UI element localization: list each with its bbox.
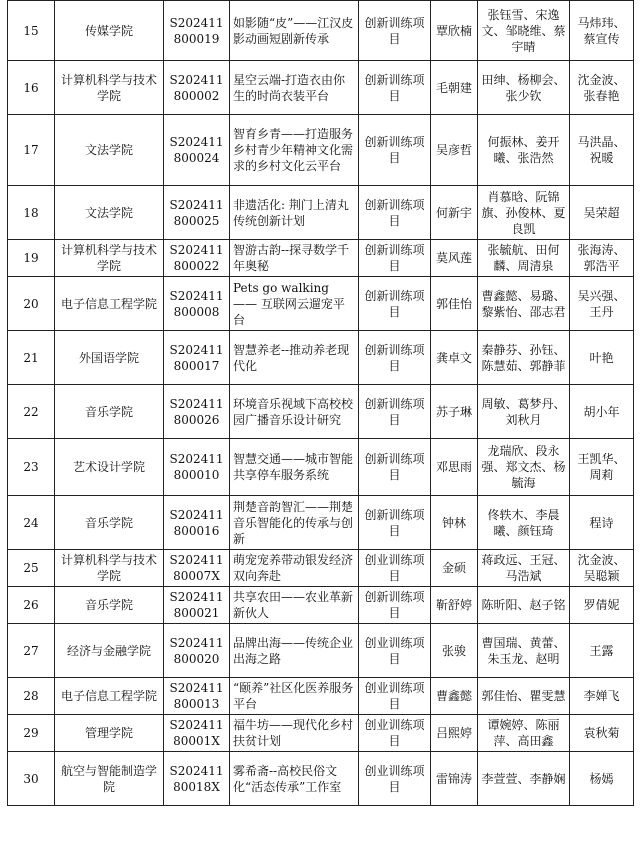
project-id-cell: S202411800026	[164, 385, 230, 439]
project-id-cell: S202411800020	[164, 624, 230, 678]
project-id-cell: S202411800024	[164, 115, 230, 186]
project-name-cell: 智慧养老--推动养老现代化	[230, 331, 359, 385]
college-cell: 管理学院	[55, 715, 164, 752]
project-id-cell: S202411800016	[164, 496, 230, 550]
college-cell: 音乐学院	[55, 496, 164, 550]
college-cell: 电子信息工程学院	[55, 678, 164, 715]
row-number: 15	[8, 1, 55, 61]
project-id-cell: S202411800010	[164, 439, 230, 496]
project-name-cell: 环境音乐视域下高校校园广播音乐设计研究	[230, 385, 359, 439]
members-cell: 佟轶木、李晨曦、颜钰琦	[478, 496, 570, 550]
college-cell: 传媒学院	[55, 1, 164, 61]
project-name-cell: 萌宠宠养带动银发经济双向奔赴	[230, 550, 359, 587]
members-cell: 蒋政远、王冠、马浩斌	[478, 550, 570, 587]
teacher-cell: 吴兴强、王丹	[570, 277, 634, 331]
project-id-cell: S202411800017	[164, 331, 230, 385]
project-id-cell: S20241180001X	[164, 715, 230, 752]
college-cell: 音乐学院	[55, 587, 164, 624]
members-cell: 田绅、杨柳会、张少钦	[478, 61, 570, 115]
project-name-cell: 星空云端-打造衣由你生的时尚衣装平台	[230, 61, 359, 115]
leader-cell: 金硕	[431, 550, 478, 587]
row-number: 19	[8, 240, 55, 277]
table-row	[8, 624, 634, 678]
project-id-cell: S202411800021	[164, 587, 230, 624]
teacher-cell: 吴荣超	[570, 186, 634, 240]
college-cell: 文法学院	[55, 186, 164, 240]
project-type-cell: 创新训练项目	[359, 385, 431, 439]
project-name-cell: 共享农田——农业革新新伙人	[230, 587, 359, 624]
project-name-cell: “颐养”社区化医养服务平台	[230, 678, 359, 715]
project-id-cell: S20241180007X	[164, 550, 230, 587]
project-type-cell: 创业训练项目	[359, 752, 431, 806]
teacher-cell: 杨嫣	[570, 752, 634, 806]
college-cell: 文法学院	[55, 115, 164, 186]
members-cell: 肖慕晗、阮锦旗、孙俊林、夏良凯	[478, 186, 570, 240]
college-cell: 计算机科学与技术学院	[55, 550, 164, 587]
table-row	[8, 186, 634, 240]
table-row	[8, 277, 634, 331]
teacher-cell: 罗倩妮	[570, 587, 634, 624]
project-id-cell: S202411800025	[164, 186, 230, 240]
teacher-cell: 袁秋菊	[570, 715, 634, 752]
college-cell: 电子信息工程学院	[55, 277, 164, 331]
row-number: 29	[8, 715, 55, 752]
table-row	[8, 331, 634, 385]
project-name-cell: 福牛坊——现代化乡村扶贫计划	[230, 715, 359, 752]
table-row	[8, 715, 634, 752]
row-number: 23	[8, 439, 55, 496]
table-row	[8, 752, 634, 806]
project-type-cell: 创新训练项目	[359, 240, 431, 277]
teacher-cell: 程诗	[570, 496, 634, 550]
row-number: 28	[8, 678, 55, 715]
project-type-cell: 创新训练项目	[359, 587, 431, 624]
members-cell: 龙瑞欣、段永强、郑文杰、杨毓海	[478, 439, 570, 496]
leader-cell: 覃欣楠	[431, 1, 478, 61]
row-number: 20	[8, 277, 55, 331]
teacher-cell: 马炜玮、蔡宣传	[570, 1, 634, 61]
leader-cell: 莫风莲	[431, 240, 478, 277]
members-cell: 秦静芬、孙钰、陈慧茹、郭静菲	[478, 331, 570, 385]
members-cell: 曹国瑞、黄蕾、朱玉龙、赵明	[478, 624, 570, 678]
project-type-cell: 创新训练项目	[359, 277, 431, 331]
members-cell: 陈昕阳、赵子铭	[478, 587, 570, 624]
table-row	[8, 496, 634, 550]
project-name-cell: 非遗活化: 荆门上清丸传统创新计划	[230, 186, 359, 240]
row-number: 18	[8, 186, 55, 240]
project-type-cell: 创新训练项目	[359, 186, 431, 240]
members-cell: 李萱萱、李静娴	[478, 752, 570, 806]
project-id-cell: S202411800008	[164, 277, 230, 331]
teacher-cell: 胡小年	[570, 385, 634, 439]
project-id-cell: S202411800002	[164, 61, 230, 115]
college-cell: 音乐学院	[55, 385, 164, 439]
teacher-cell: 张海涛、郭浩平	[570, 240, 634, 277]
project-name-cell: 品牌出海——传统企业出海之路	[230, 624, 359, 678]
table-row	[8, 385, 634, 439]
table-row	[8, 240, 634, 277]
row-number: 17	[8, 115, 55, 186]
leader-cell: 何新宇	[431, 186, 478, 240]
members-cell: 周敏、葛梦丹、刘秋月	[478, 385, 570, 439]
college-cell: 艺术设计学院	[55, 439, 164, 496]
college-cell: 计算机科学与技术学院	[55, 61, 164, 115]
project-type-cell: 创新训练项目	[359, 439, 431, 496]
leader-cell: 毛朝建	[431, 61, 478, 115]
teacher-cell: 马洪晶、祝暖	[570, 115, 634, 186]
project-table	[7, 0, 634, 806]
row-number: 30	[8, 752, 55, 806]
college-cell: 外国语学院	[55, 331, 164, 385]
table-row	[8, 678, 634, 715]
project-type-cell: 创新训练项目	[359, 61, 431, 115]
teacher-cell: 沈金波、张春艳	[570, 61, 634, 115]
project-name-cell: 雾希斋--高校民俗文化“活态传承”工作室	[230, 752, 359, 806]
project-name-cell: 智游古韵--探寻数学千年奥秘	[230, 240, 359, 277]
row-number: 16	[8, 61, 55, 115]
project-name-cell: Pets go walking —— 互联网云遛宠平台	[230, 277, 359, 331]
teacher-cell: 叶艳	[570, 331, 634, 385]
members-cell: 何振林、姜开曦、张浩然	[478, 115, 570, 186]
project-name-cell: 智慧交通——城市智能共享停车服务系统	[230, 439, 359, 496]
college-cell: 计算机科学与技术学院	[55, 240, 164, 277]
members-cell: 曹鑫懿、易璐、黎紫怡、邵志君	[478, 277, 570, 331]
project-name-cell: 如影随“皮”——江汉皮影动画短剧新传承	[230, 1, 359, 61]
members-cell: 谭婉婷、陈丽萍、高田鑫	[478, 715, 570, 752]
leader-cell: 钟林	[431, 496, 478, 550]
leader-cell: 张骏	[431, 624, 478, 678]
college-cell: 经济与金融学院	[55, 624, 164, 678]
table-row	[8, 587, 634, 624]
project-id-cell: S20241180018X	[164, 752, 230, 806]
table-body	[8, 1, 634, 806]
leader-cell: 雷锦涛	[431, 752, 478, 806]
row-number: 21	[8, 331, 55, 385]
project-name-cell: 智育乡青——打造服务乡村青少年精神文化需求的乡村文化云平台	[230, 115, 359, 186]
project-type-cell: 创业训练项目	[359, 550, 431, 587]
project-name-cell: 荆楚音韵智汇——荆楚音乐智能化的传承与创新	[230, 496, 359, 550]
table-row	[8, 1, 634, 61]
project-type-cell: 创业训练项目	[359, 624, 431, 678]
teacher-cell: 沈金波、吴聪颖	[570, 550, 634, 587]
table-row	[8, 115, 634, 186]
teacher-cell: 王凯华、周莉	[570, 439, 634, 496]
leader-cell: 靳舒婷	[431, 587, 478, 624]
leader-cell: 苏子琳	[431, 385, 478, 439]
members-cell: 张毓航、田何麟、周清泉	[478, 240, 570, 277]
leader-cell: 邓思雨	[431, 439, 478, 496]
table-row	[8, 439, 634, 496]
project-type-cell: 创新训练项目	[359, 115, 431, 186]
project-type-cell: 创业训练项目	[359, 678, 431, 715]
leader-cell: 龚卓文	[431, 331, 478, 385]
project-id-cell: S202411800013	[164, 678, 230, 715]
teacher-cell: 李婵飞	[570, 678, 634, 715]
leader-cell: 郭佳怡	[431, 277, 478, 331]
row-number: 26	[8, 587, 55, 624]
members-cell: 张钰雪、宋逸文、邹晓维、蔡宇晴	[478, 1, 570, 61]
table-row	[8, 61, 634, 115]
leader-cell: 吕熙婷	[431, 715, 478, 752]
project-type-cell: 创新训练项目	[359, 1, 431, 61]
row-number: 27	[8, 624, 55, 678]
teacher-cell: 王露	[570, 624, 634, 678]
college-cell: 航空与智能制造学院	[55, 752, 164, 806]
project-type-cell: 创业训练项目	[359, 715, 431, 752]
row-number: 24	[8, 496, 55, 550]
members-cell: 郭佳怡、瞿雯慧	[478, 678, 570, 715]
leader-cell: 曹鑫懿	[431, 678, 478, 715]
table-row	[8, 550, 634, 587]
row-number: 22	[8, 385, 55, 439]
project-id-cell: S202411800022	[164, 240, 230, 277]
project-type-cell: 创新训练项目	[359, 496, 431, 550]
row-number: 25	[8, 550, 55, 587]
project-type-cell: 创新训练项目	[359, 331, 431, 385]
leader-cell: 吴彦哲	[431, 115, 478, 186]
project-id-cell: S202411800019	[164, 1, 230, 61]
